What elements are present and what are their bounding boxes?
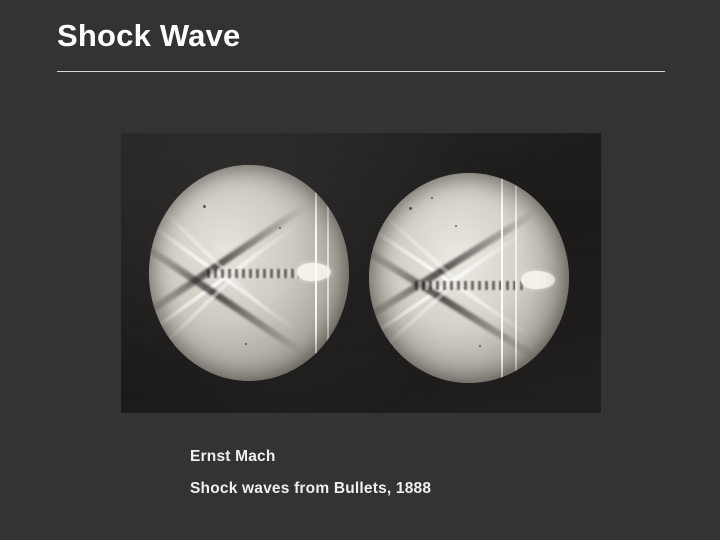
shock-line [372, 204, 508, 327]
shock-line [369, 228, 530, 343]
film-speck [479, 345, 481, 347]
schlieren-photo-right [369, 173, 569, 383]
shock-line [369, 221, 530, 336]
film-speck [245, 343, 247, 345]
film-speck [409, 207, 412, 210]
film-speck [279, 227, 281, 229]
caption-description: Shock waves from Bullets, 1888 [190, 480, 432, 497]
shadow-band [369, 208, 539, 325]
bullet-shape [297, 263, 331, 281]
turbulent-wake [207, 269, 299, 278]
caption-author: Ernst Mach [190, 448, 276, 465]
film-speck [455, 225, 457, 227]
shock-line [149, 217, 298, 332]
page-title: Shock Wave [57, 18, 241, 53]
shadow-band [149, 240, 307, 358]
shadow-band [149, 204, 307, 322]
shock-line [154, 202, 279, 323]
film-speck [431, 197, 433, 199]
reference-wire [327, 165, 329, 381]
reference-wire [315, 165, 317, 381]
film-speck [203, 205, 206, 208]
turbulent-wake [415, 281, 525, 290]
reference-wire [515, 173, 517, 383]
bullet-shape [521, 271, 555, 289]
shadow-band [369, 244, 539, 361]
reference-wire [501, 173, 503, 383]
shock-line [372, 235, 508, 358]
schlieren-photo-left [149, 165, 349, 381]
shock-line [154, 233, 279, 354]
title-divider [57, 71, 665, 72]
shock-line [149, 224, 298, 339]
figure-image [121, 133, 601, 413]
